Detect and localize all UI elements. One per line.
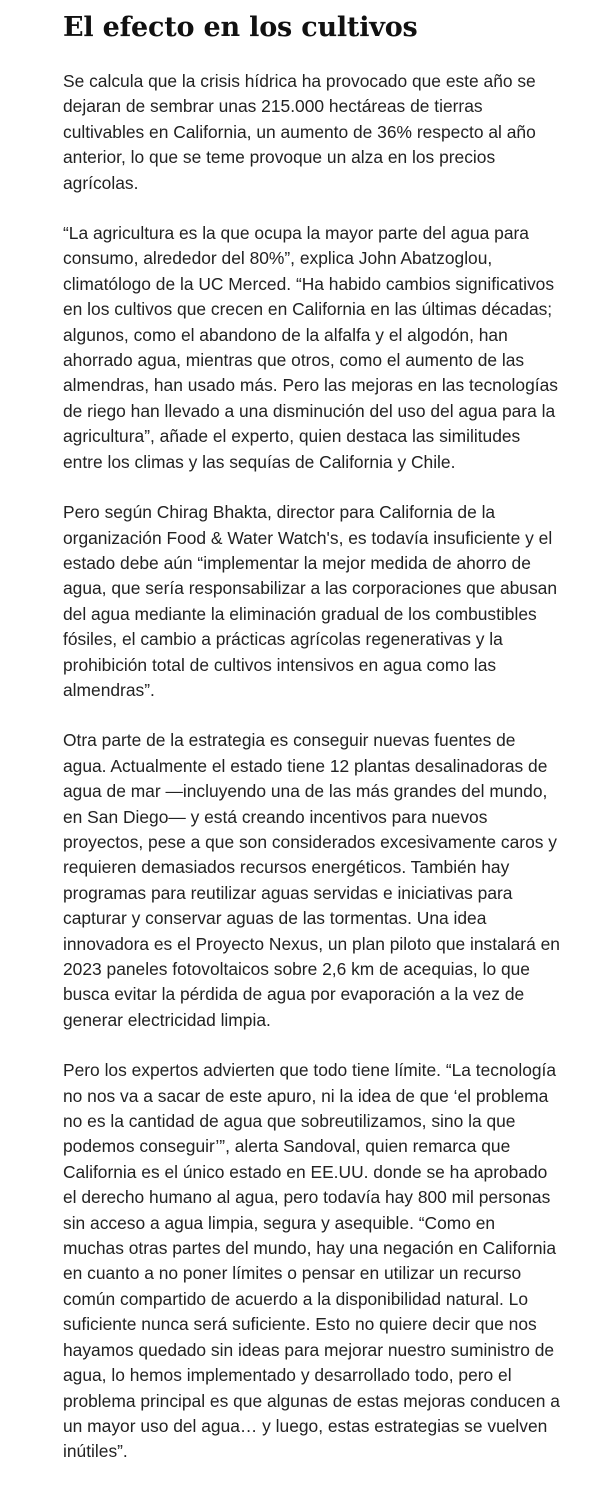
article-section <box>63 8 560 1490</box>
paragraph-sandoval-quote: Pero los expertos advierten que todo tiene límite. “La tecnología no nos va a sacar de este apuro, ni la idea de que ‘el problema no es la cantidad de agua que sobreutilizamos, sino la que podemos conseguir’”, alerta Sandoval, quien remarca que California es el único estado en EE.UU. donde se ha aprobado el derecho humano al agua, pero todavía hay 800 mil personas sin acceso a agua limpia, segura y asequible. “Como en muchas otras partes del mundo, hay una negación en California en cuanto a no poner límites o pensar en utilizar un recurso común compartido de acuerdo a la disponibilidad natural. Lo suficiente nunca será suficiente. Esto no quiere decir que nos hayamos quedado sin ideas para mejorar nuestro suministro de agua, lo hemos implementado y desarrollado todo, pero el problema principal es que algunas de estas mejoras conducen a un mayor uso del agua… y luego, estas estrategias se vuelven inútiles”. <box>63 1060 560 1462</box>
paragraph-bhakta-quote: Pero según Chirag Bhakta, director para California de la organización Food & Water Watch's, es todavía insuficiente y el estado debe aún “implementar la mejor medida de ahorro de agua, que sería responsabilizar a las corporaciones que abusan del agua mediante la eliminación gradual de los combustibles fósiles, el cambio a prácticas agrícolas regenerativas y la prohibición total de cultivos intensivos en agua como las almendras”. <box>63 502 558 700</box>
paragraph-crop-losses: Se calcula que la crisis hídrica ha provocado que este año se dejaran de sembrar unas 215.000 hectáreas de tierras cultivables en California, un aumento de 36% respecto al año anterior, lo que se teme provoque un alza en los precios agrícolas. <box>63 71 536 193</box>
paragraph-abatzoglou-quote: “La agricultura es la que ocupa la mayor parte del agua para consumo, alrededor del 80%”, explica John Abatzoglou, climatólogo de la UC Merced. “Ha habido cambios significativos en los cultivos que crecen en California en las últimas décadas; algunos, como el abandono de la alfalfa y el algodón, han ahorrado agua, mientras que otros, como el aumento de las almendras, han usado más. Pero las mejoras en las tecnologías de riego han llevado a una disminución del uso del agua para la agricultura”, añade el experto, quien destaca las similitudes entre los climas y las sequías de California y Chile. <box>63 223 558 472</box>
section-heading: El efecto en los cultivos <box>63 12 418 43</box>
paragraph-new-water-sources: Otra parte de la estrategia es conseguir nuevas fuentes de agua. Actualmente el estado tiene 12 plantas desalinadoras de agua de mar —incluyendo una de las más grandes del mundo, en San Diego— y está creando incentivos para nuevos proyectos, pese a que son considerados excesivamente caros y requieren demasiados recursos energéticos. También hay programas para reutilizar aguas servidas e iniciativas para capturar y conservar aguas de las tormentas. Una idea innovadora es el Proyecto Nexus, un plan piloto que instalará en 2023 paneles fotovoltaicos sobre 2,6 km de acequias, lo que busca evitar la pérdida de agua por evaporación a la vez de generar electricidad limpia. <box>63 730 560 1030</box>
